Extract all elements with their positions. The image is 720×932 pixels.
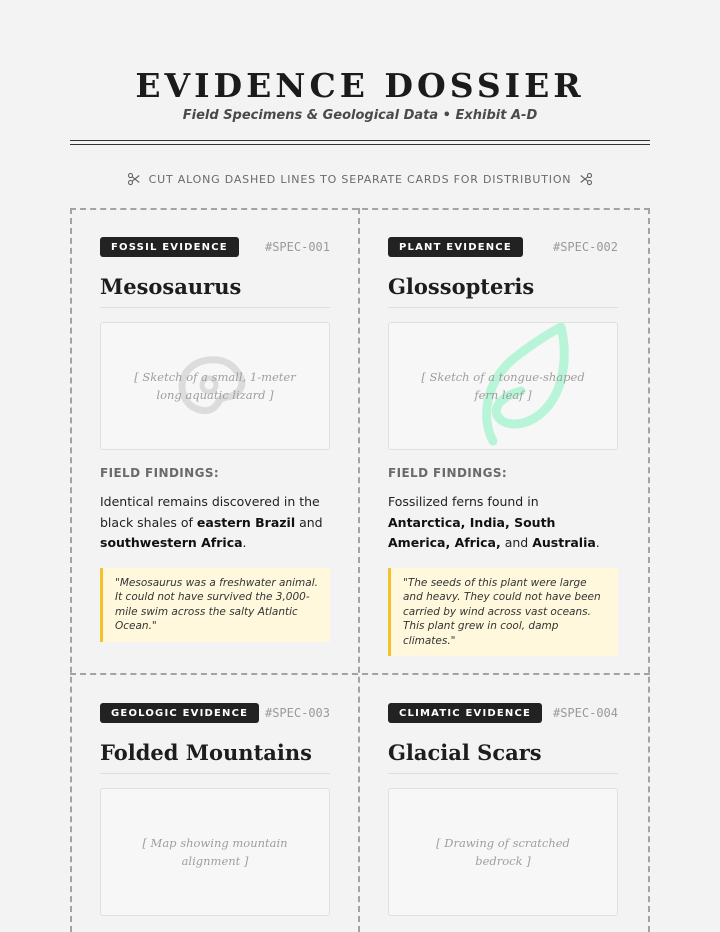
specimen-name: Folded Mountains <box>100 740 330 774</box>
evidence-card-glossopteris <box>388 236 618 656</box>
page-title: EVIDENCE DOSSIER <box>135 66 585 105</box>
scissors-icon <box>127 172 141 186</box>
specimen-id: #SPEC-002 <box>552 240 618 254</box>
evidence-quote: "The seeds of this plant were large and heavy. They could not have been carried by wind across vast oceans. This plant grew in cool, damp climates." <box>388 568 618 657</box>
category-tag: GEOLOGIC EVIDENCE <box>100 703 259 723</box>
sketch-caption: [ Drawing of scratched bedrock ] <box>436 836 570 868</box>
evidence-card-glacial-scars <box>388 702 618 916</box>
sketch-caption: [ Map showing mountain alignment ] <box>142 836 288 868</box>
findings-text: and <box>295 514 323 530</box>
evidence-card-folded-mountains <box>100 702 330 916</box>
cut-instruction-text: CUT ALONG DASHED LINES TO SEPARATE CARDS FOR DISTRIBUTION <box>148 172 572 186</box>
specimen-id: #SPEC-003 <box>264 706 330 720</box>
field-findings-label: FIELD FINDINGS: <box>100 466 220 480</box>
vertical-cutline <box>358 208 360 932</box>
findings-text: . <box>595 535 600 550</box>
sketch-caption: [ Sketch of a small, 1-meter long aquatic lizard ] <box>134 370 296 402</box>
horizontal-cutline <box>70 673 650 675</box>
field-findings-label: FIELD FINDINGS: <box>388 466 508 480</box>
page-subtitle: Field Specimens & Geological Data • Exhibit A-D <box>182 108 538 123</box>
header-divider-top <box>70 140 650 141</box>
findings-text: and <box>500 535 533 550</box>
evidence-card-mesosaurus <box>100 236 330 642</box>
category-tag: CLIMATIC EVIDENCE <box>388 703 542 723</box>
findings-highlight: eastern Brazil <box>196 514 296 530</box>
findings-highlight: Australia <box>532 535 596 550</box>
sketch-placeholder <box>388 788 618 916</box>
findings-text: Identical remains discovered in the black shales of <box>100 494 320 530</box>
field-findings-text <box>100 492 330 554</box>
dossier-header <box>0 66 720 123</box>
sketch-placeholder <box>388 322 618 450</box>
specimen-name: Mesosaurus <box>100 274 330 308</box>
findings-highlight: Antarctica, India, South America, Africa, <box>388 514 556 550</box>
scissors-icon <box>579 172 593 186</box>
specimen-id: #SPEC-001 <box>264 240 330 254</box>
category-tag: FOSSIL EVIDENCE <box>100 237 239 257</box>
evidence-quote: "Mesosaurus was a freshwater animal. It could not have survived the 3,000-mile swim across the salty Atlantic Ocean." <box>100 568 330 642</box>
specimen-name: Glossopteris <box>388 274 618 308</box>
sketch-caption: [ Sketch of a tongue-shaped fern leaf ] <box>421 370 585 402</box>
findings-text: . <box>242 535 247 550</box>
field-findings-text <box>388 492 618 554</box>
cut-instruction <box>0 172 720 186</box>
sketch-placeholder <box>100 788 330 916</box>
category-tag: PLANT EVIDENCE <box>388 237 523 257</box>
findings-highlight: southwestern Africa <box>100 535 243 550</box>
header-divider-bottom <box>70 144 650 145</box>
findings-text: Fossilized ferns found in <box>388 494 539 509</box>
specimen-name: Glacial Scars <box>388 740 618 774</box>
sketch-placeholder <box>100 322 330 450</box>
specimen-id: #SPEC-004 <box>552 706 618 720</box>
